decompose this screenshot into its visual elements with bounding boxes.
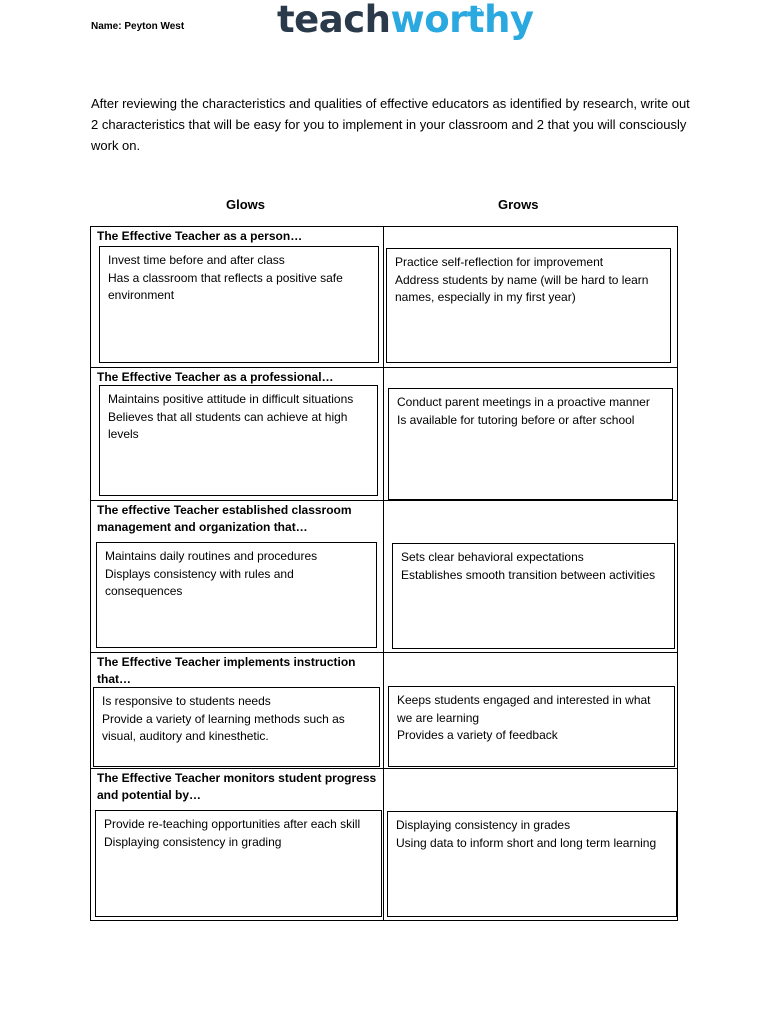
registered-mark-icon [475,8,482,15]
grow-item: Conduct parent meetings in a proactive manner [397,395,650,409]
grows-box-instruction[interactable] [388,686,675,767]
table-row-divider [90,768,678,769]
glow-item: Believes that all students can achieve at high levels [108,409,348,441]
glows-box-professional[interactable] [99,385,378,496]
glow-item: Has a classroom that reflects a positive safe environment [108,270,343,302]
grow-item: Using data to inform short and long term learning [396,835,657,850]
grow-item: Address students by name (will be hard to learn names, especially in my first year) [395,272,649,304]
glow-item: Displaying consistency in grading [104,834,282,849]
glows-box-progress[interactable] [95,810,382,917]
glow-item: Invest time before and after class [108,253,285,267]
student-name: Name: Peyton West [91,21,185,32]
glow-item: Provide re-teaching opportunities after each skill [104,817,361,831]
glow-item: Maintains daily routines and procedures [105,549,318,563]
section-title-professional: The Effective Teacher as a professional… [97,370,334,384]
grows-box-professional[interactable] [388,388,673,500]
grows-box-management[interactable] [392,543,675,649]
section-title-progress: The Effective Teacher monitors student progress and potential by… [97,771,377,802]
grows-box-person[interactable] [386,248,671,363]
table-row-divider [90,367,678,368]
logo-text-worthy: worthy [390,0,534,41]
table-row-divider [90,500,678,501]
glow-item: Is responsive to students needs [102,694,271,708]
grow-item: Sets clear behavioral expectations [401,550,584,564]
grow-item: Provides a variety of feedback [397,728,558,742]
grows-column-header: Grows [498,197,539,212]
table-column-divider [383,226,384,921]
grow-item: Establishes smooth transition between activities [401,567,656,582]
glow-item: Provide a variety of learning methods such as visual, auditory and kinesthetic. [102,711,345,743]
grow-item: Displaying consistency in grades [396,818,571,832]
glow-item: Maintains positive attitude in difficult situations [108,392,354,406]
section-title-management: The effective Teacher established classroom management and organization that… [97,503,352,534]
grows-box-progress[interactable] [387,811,677,917]
grow-item: Is available for tutoring before or after school [397,412,635,427]
logo-text-teach: teach [277,0,391,41]
glows-column-header: Glows [226,197,266,212]
grow-item: Practice self-reflection for improvement [395,255,604,269]
grow-item: Keeps students engaged and interested in what we are learning [397,693,651,725]
glows-box-instruction[interactable] [93,687,380,767]
section-title-person: The Effective Teacher as a person… [97,229,303,243]
glows-box-person[interactable] [99,246,379,363]
instructions-text: After reviewing the characteristics and qualities of effective educators as identified by research, write out 2 characteristics that will be easy for you to implement in your classroom and 2 that you will consciously work on. [91,96,690,153]
glow-item: Displays consistency with rules and consequences [105,566,294,598]
section-title-instruction: The Effective Teacher implements instruction that… [97,655,356,686]
glows-box-management[interactable] [96,542,377,648]
teachworthy-logo [277,0,534,52]
table-row-divider [90,652,678,653]
